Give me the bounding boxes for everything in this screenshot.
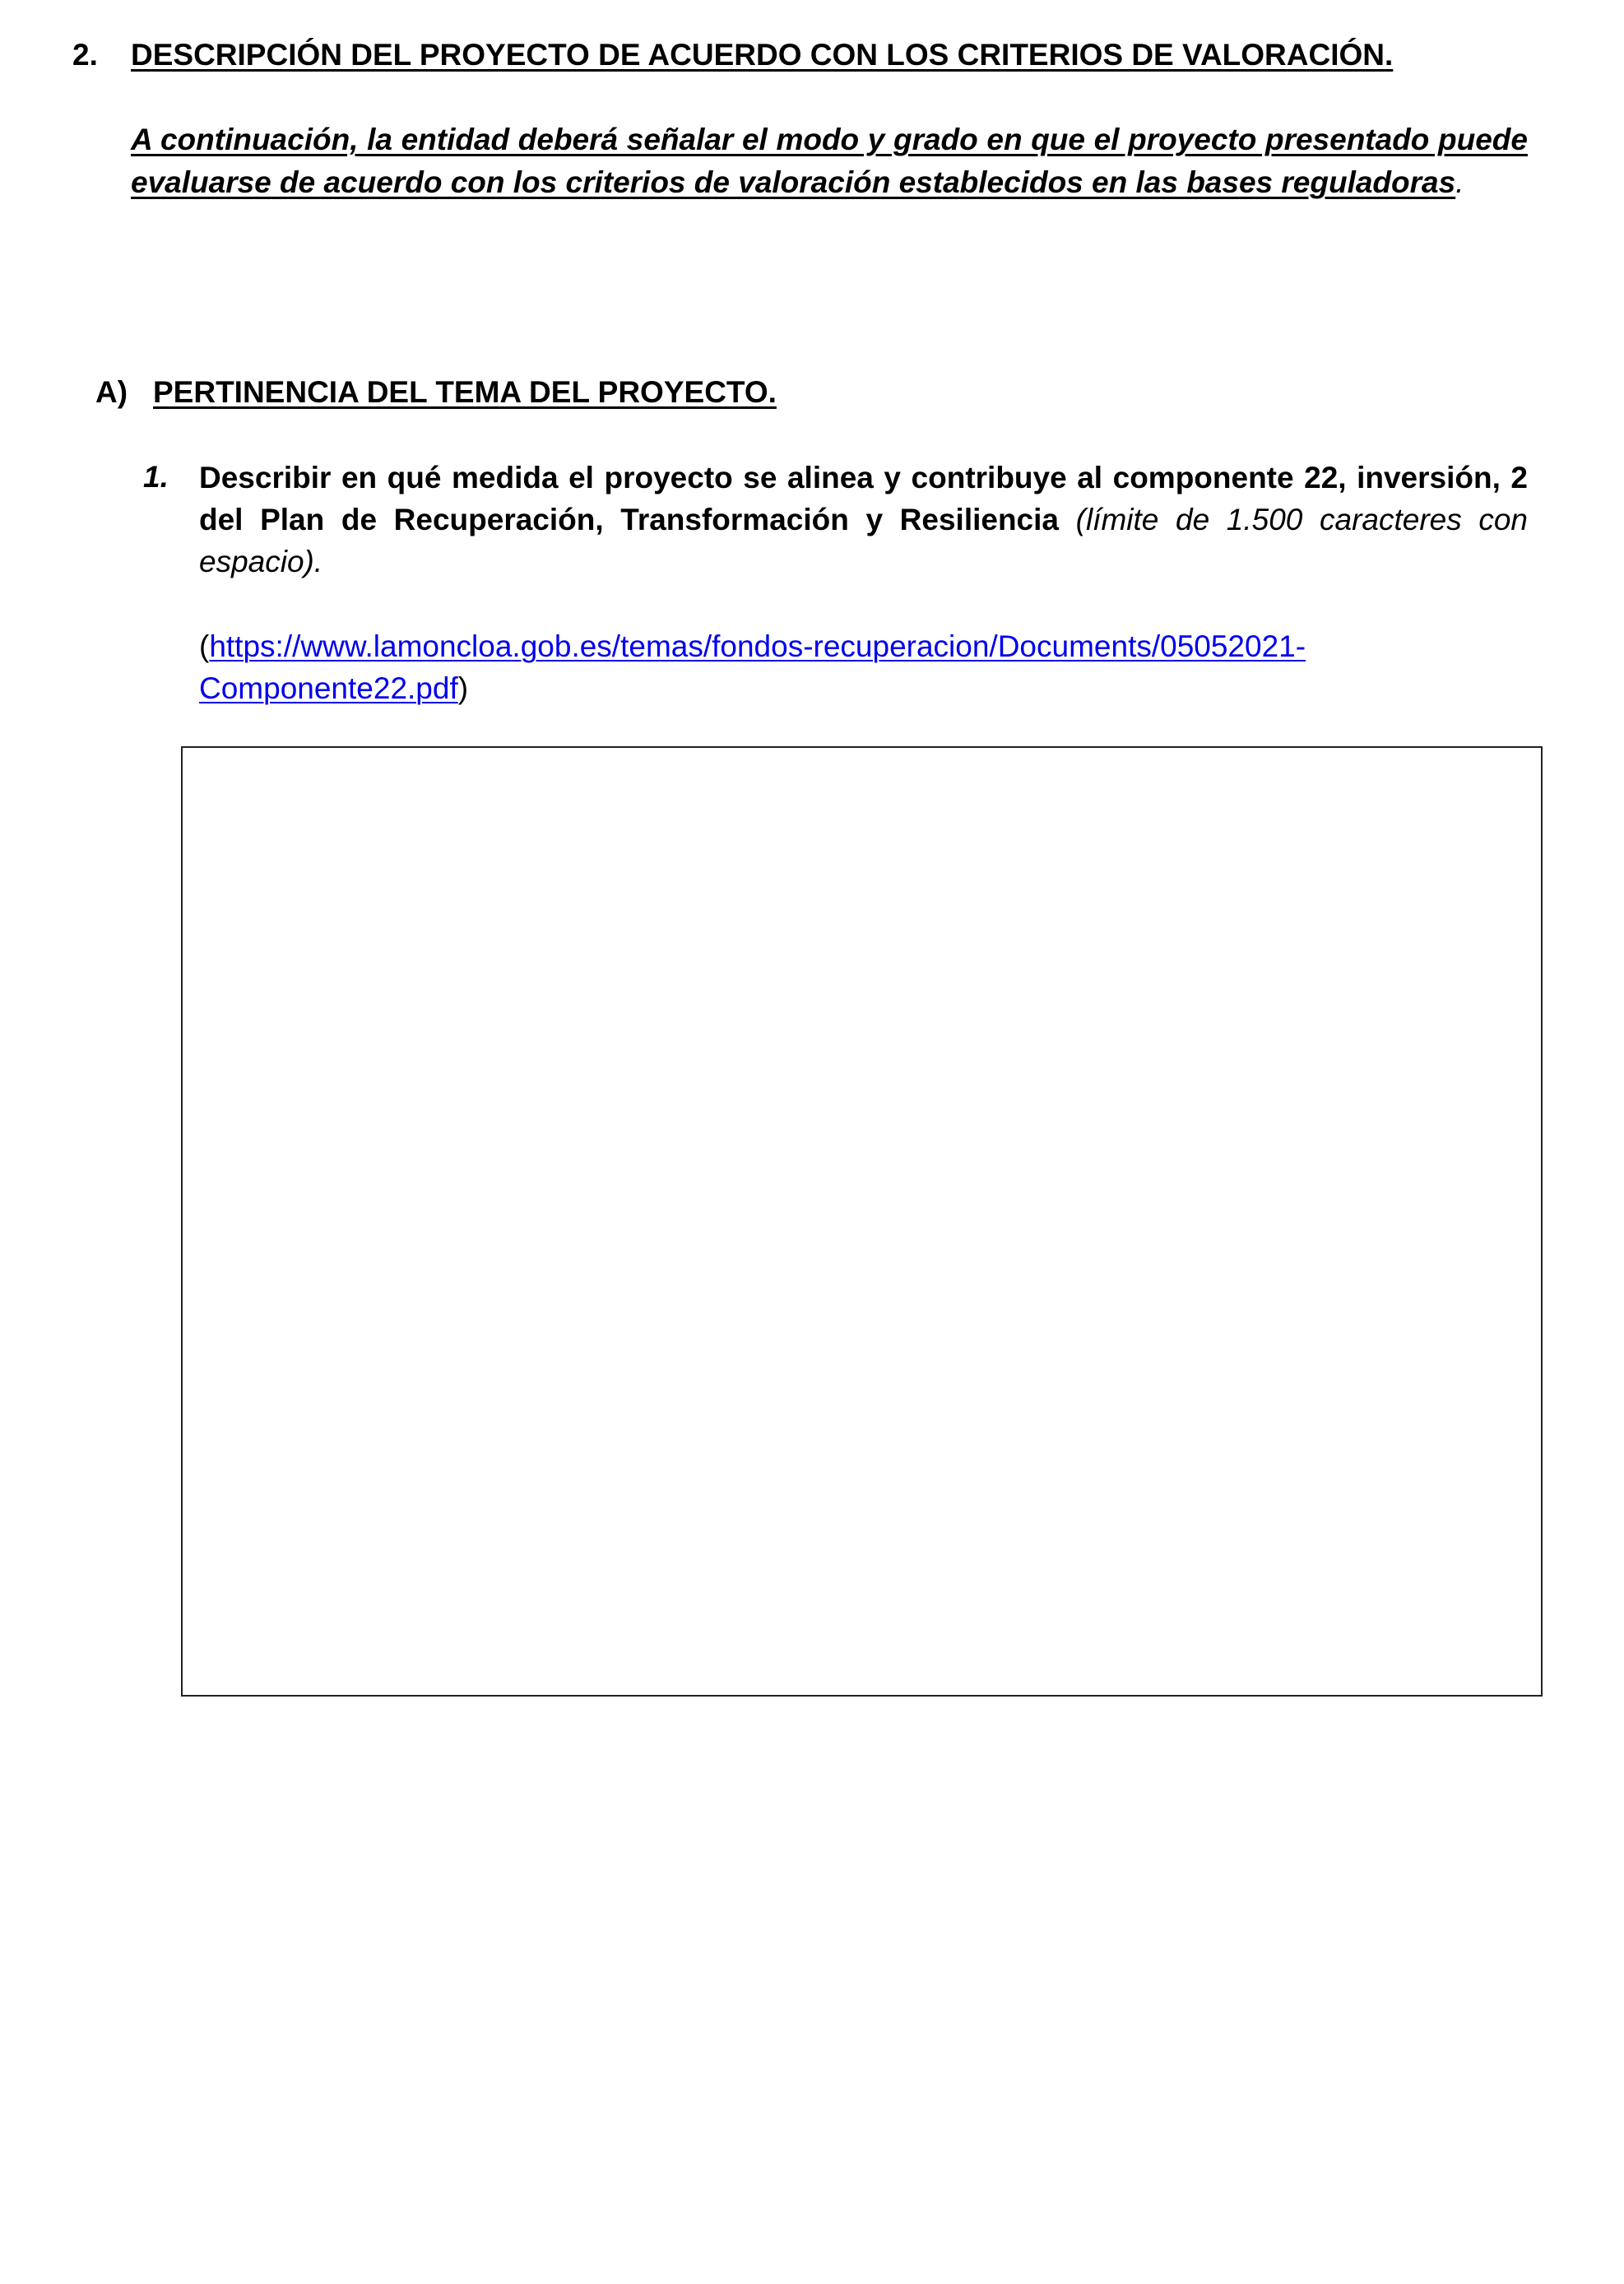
link-close-paren: ): [457, 671, 469, 705]
subsection-title: PERTINENCIA DEL TEMA DEL PROYECTO.: [153, 375, 777, 409]
answer-text-box[interactable]: [181, 746, 1543, 1697]
question-bold-text: Describir en qué medida el proyecto se alinea y contribuye al componente 22, inversión, 2 del Plan de Recuperación, Transformación y Resiliencia: [199, 461, 1528, 536]
intro-end-punct: .: [1455, 165, 1464, 199]
section-title: DESCRIPCIÓN DEL PROYECTO DE ACUERDO CON LOS CRITERIOS DE VALORACIÓN.: [131, 38, 1394, 72]
intro-paragraph: [131, 118, 1528, 204]
question-text: [199, 457, 1528, 583]
reference-link-line2: Componente22.pdf: [199, 671, 458, 705]
reference-link-block: [199, 625, 1548, 709]
question-number: 1.: [143, 460, 169, 494]
section-number: 2.: [72, 38, 98, 72]
subsection-letter: A): [95, 375, 128, 409]
reference-link[interactable]: [199, 629, 1306, 705]
character-limit-note: (límite de 1.500 caracteres con espacio).: [199, 503, 1529, 578]
intro-text: A continuación, la entidad deberá señalar el modo y grado en que el proyecto presentado puede evaluarse de acuerdo con los criterios de valoración establecidos en las bases reguladoras: [131, 123, 1528, 199]
reference-link-line1: https://www.lamoncloa.gob.es/temas/fondos-recuperacion/Documents/05052021-: [209, 629, 1306, 663]
link-open-paren: (: [199, 629, 210, 663]
